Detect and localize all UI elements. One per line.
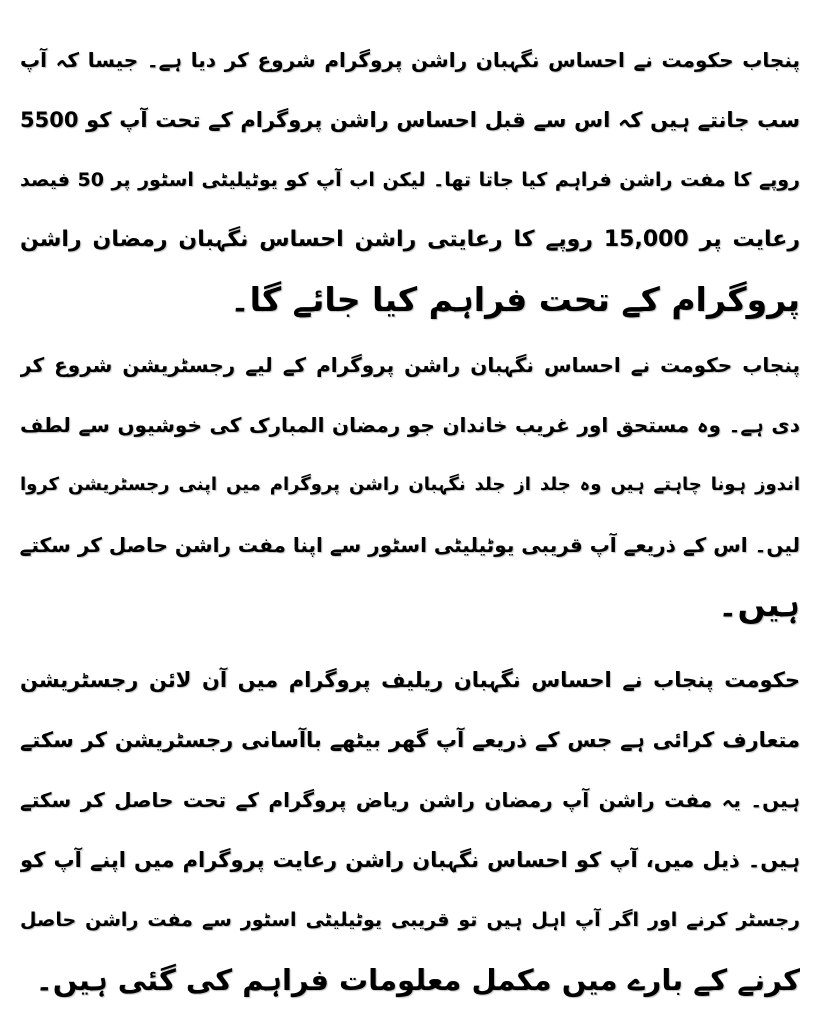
text-line: کرنے کے بارے میں مکمل معلومات فراہم کی گئی ہیں۔ <box>35 963 800 997</box>
text-line: رجسٹر کرنے اور اگر آپ اہل ہیں تو قریبی یوٹیلیٹی اسٹور سے مفت راشن حاصل <box>20 909 800 931</box>
text-line: رعایت پر 15,000 روپے کا رعایتی راشن احساس نگہبان رمضان راشن <box>20 227 800 252</box>
text-line: پروگرام کے تحت فراہم کیا جائے گا۔ <box>230 280 800 319</box>
text-line: لیں۔ اس کے ذریعے آپ قریبی یوٹیلیٹی اسٹور سے اپنا مفت راشن حاصل کر سکتے <box>20 533 800 557</box>
text-line: اندوز ہونا چاہتے ہیں وہ جلد از جلد نگہبان راشن پروگرام میں اپنی رجسٹریشن کروا <box>20 474 800 495</box>
text-line: سب جانتے ہیں کہ اس سے قبل احساس راشن پروگرام کے تحت آپ کو 5500 <box>20 108 800 132</box>
text-line: ہیں۔ یہ مفت راشن آپ رمضان راشن ریاض پروگرام کے تحت حاصل کر سکتے <box>20 788 800 812</box>
text-line: ہیں۔ <box>718 585 800 624</box>
text-line: حکومت پنجاب نے احساس نگہبان ریلیف پروگرام میں آن لائن رجسٹریشن <box>20 668 800 692</box>
text-line: پنجاب حکومت نے احساس نگہبان راشن پروگرام کے لیے رجسٹریشن شروع کر <box>20 353 800 377</box>
text-line: روپے کا مفت راشن فراہم کیا جاتا تھا۔ لیکن اب آپ کو یوٹیلیٹی اسٹور پر 50 فیصد <box>20 169 800 191</box>
text-line: متعارف کرائی ہے جس کے ذریعے آپ گھر بیٹھے باآسانی رجسٹریشن کر سکتے <box>20 728 800 752</box>
text-line: ہیں۔ ذیل میں، آپ کو احساس نگہبان راشن رعایت پروگرام میں اپنے آپ کو <box>20 848 800 872</box>
text-line: پنجاب حکومت نے احساس نگہبان راشن پروگرام شروع کر دیا ہے۔ جیسا کہ آپ <box>20 48 800 72</box>
text-line: دی ہے۔ وہ مستحق اور غریب خاندان جو رمضان المبارک کی خوشیوں سے لطف <box>20 413 800 437</box>
